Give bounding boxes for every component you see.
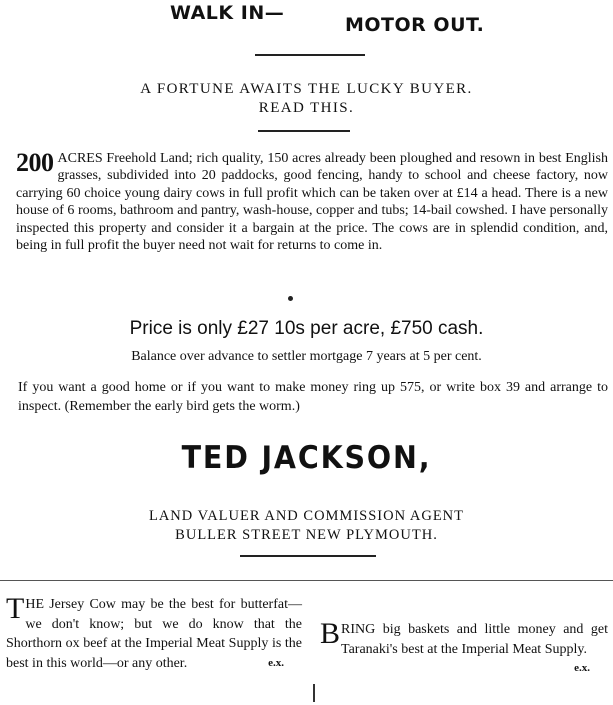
subhead-read-this: READ THIS.: [258, 100, 355, 116]
listing-paragraph: [16, 150, 608, 254]
agent-name: TED JACKSON,: [181, 440, 432, 476]
listing-text: ACRES Freehold Land; rich quality, 150 acres already been ploughed and resown in best English grasses, subdivided into 20 paddocks, good fencing, handy to school and cheese factory, now carrying 60 choice young dairy cows in full profit which can be taken over at £14 a head. There is a new house of 6 rooms, bathroom and pantry, wash-house, copper and tubs; 14-bail cowshed. I have personally inspected this property and consider it a bargain at the price. The cows are in splendid condition, and, being in full profit the buyer need not wait for returns to come in.: [16, 151, 608, 254]
baskets-ad: [320, 617, 608, 679]
dot-mark: [288, 296, 293, 301]
baskets-ad-text: RING big baskets and little money and get Taranaki's best at the Imperial Meat Supply.: [341, 622, 608, 657]
column-divider: [313, 684, 315, 702]
headline-motor-out: MOTOR OUT.: [345, 14, 485, 36]
dropcap-t: T: [6, 592, 25, 625]
ad-signature: e.x.: [574, 662, 590, 674]
jersey-cow-ad-text: HE Jersey Cow may be the best for butterfat—we don't know; but we do know that the Shorthorn ox beef at the Imperial Meat Supply is the best in this world—or any other.: [6, 597, 302, 671]
column-rule: [0, 580, 613, 581]
divider-rule: [258, 130, 350, 132]
ad-signature: e.x.: [268, 656, 284, 669]
divider-rule: [240, 555, 376, 557]
agent-address: BULLER STREET NEW PLYMOUTH.: [175, 527, 438, 543]
headline-walk-in: WALK IN—: [170, 2, 285, 24]
balance-line: Balance over advance to settler mortgage 7 years at 5 per cent.: [131, 349, 482, 364]
acreage-number: 200: [16, 148, 54, 177]
price-headline: Price is only £27 10s per acre, £750 cash.: [129, 318, 484, 339]
contact-paragraph: If you want a good home or if you want to make money ring up 575, or write box 39 and arrange to inspect. (Remember the early bird gets the worm.): [18, 380, 608, 414]
jersey-cow-ad: [6, 592, 302, 673]
agent-title: LAND VALUER AND COMMISSION AGENT: [148, 508, 465, 524]
divider-rule: [255, 54, 365, 56]
dropcap-b: B: [320, 617, 341, 650]
subhead-fortune: A FORTUNE AWAITS THE LUCKY BUYER.: [140, 81, 473, 97]
